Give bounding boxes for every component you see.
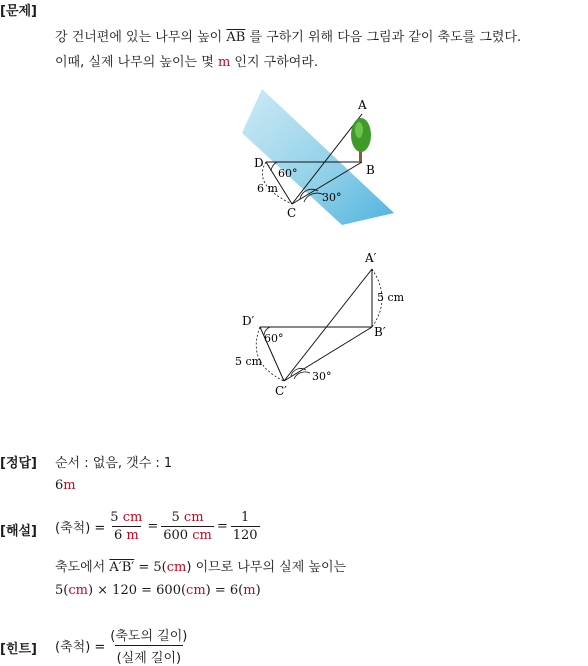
problem-text: 이때, 실제 나무의 높이는 몇 [55, 55, 214, 70]
segment-a-prime-b-prime: A′B′ [109, 560, 135, 575]
problem-text: 강 건너편에 있는 나무의 높이 [55, 30, 223, 45]
label-a: A [358, 98, 367, 112]
problem-text: 를 구하기 위해 다음 그림과 같이 축도를 그렸다. [249, 30, 522, 45]
angle-d-label: 60° [278, 167, 298, 180]
problem-line-1 [55, 26, 521, 45]
line-c-a [284, 269, 372, 381]
label-c-prime: C′ [275, 384, 287, 398]
label-b: B [366, 163, 375, 177]
river-shape [242, 89, 394, 225]
length-dc-label: 6 m [257, 182, 278, 195]
label-d: D [254, 156, 264, 170]
length-ab-prime-label: 5 cm [377, 291, 405, 304]
problem-label: [문제] [0, 4, 37, 19]
angle-d-prime-label: 60° [264, 332, 284, 345]
answer-unit: m [63, 478, 76, 493]
river-figure [240, 85, 410, 235]
explanation-label: [해설] [0, 524, 37, 539]
angle-c-prime-label: 30° [312, 370, 332, 383]
length-dc-prime-label: 5 cm [235, 355, 263, 368]
label-a-prime: A′ [365, 251, 377, 265]
hint-fraction: $\frac{\text{(축도의 길이)}}{\text{(실제 길이)}}$ [110, 629, 188, 666]
unit-m: m [217, 55, 231, 70]
label-d-prime: D′ [242, 314, 255, 328]
explanation-line-2: 축도에서 A′B′ = 5(cm) 이므로 나무의 실제 높이는 [55, 560, 347, 575]
segment-ab: $\overline{AB}$ [226, 30, 246, 45]
answer-order-line: 순서 : 없음, 갯수 : 1 [55, 456, 173, 471]
fraction-2: $\frac{5 cm}{600 cm}$ [163, 510, 212, 543]
explanation-line-3: 5(cm) × 120 = 600(cm) = 6(m) [55, 583, 261, 598]
answer-value [55, 478, 76, 493]
scale-equation: (축척) = $\frac{5 cm}{6 m}$ = $\frac{5 cm}{600 cm}$ = $\frac{1}{120}$ [55, 510, 258, 543]
angle-c-label: 30° [322, 191, 342, 204]
answer-label: [정답] [0, 456, 37, 471]
problem-text: 인지 구하여라. [234, 55, 319, 70]
hint-label: [힌트] [0, 642, 37, 657]
scale-word: (축척) = [55, 521, 106, 536]
hint-scale-word: (축척) = [55, 640, 106, 655]
scale-figure [232, 245, 422, 405]
answer-number: 6 [55, 478, 64, 493]
fraction-1: $\frac{5 cm}{6 m}$ [110, 510, 143, 543]
fraction-3: $\frac{1}{120}$ [232, 510, 258, 543]
hint-equation [55, 625, 192, 666]
label-b-prime: B′ [374, 325, 386, 339]
label-c: C [287, 206, 297, 220]
problem-line-2 [55, 51, 318, 70]
